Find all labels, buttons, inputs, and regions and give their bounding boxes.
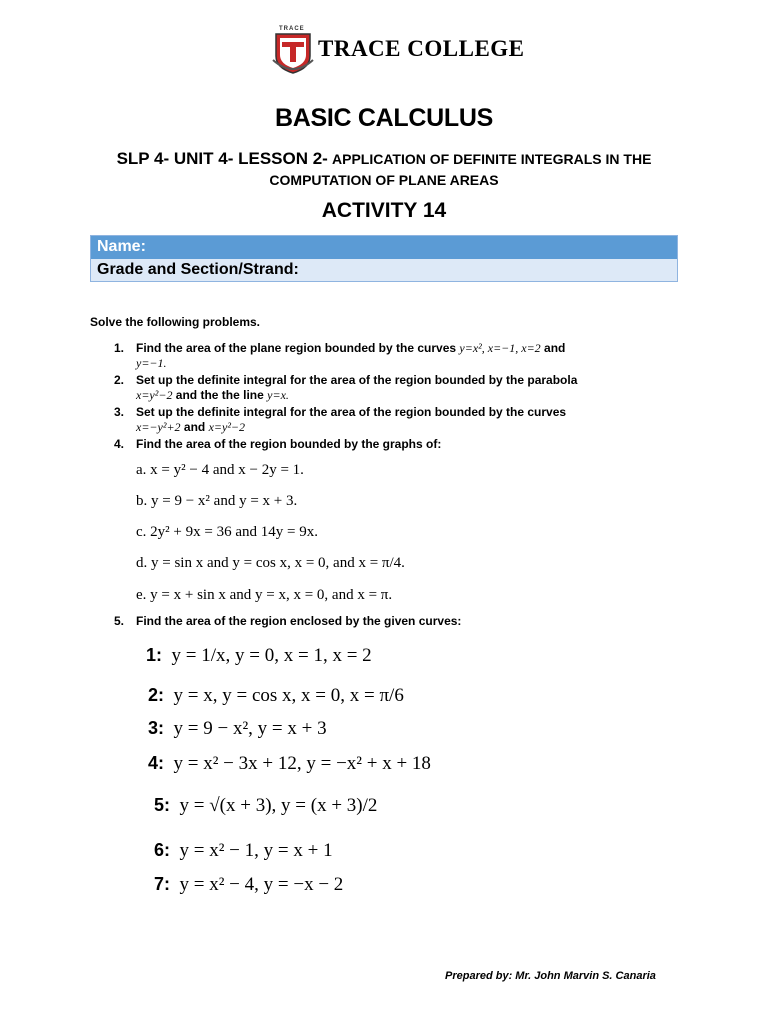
name-label: Name: [97, 238, 146, 255]
problem-4-item-e: e. y = x + sin x and y = x, x = 0, and x = π. [136, 587, 393, 603]
problem-3: Set up the definite integral for the area of the region bounded by the curves [136, 405, 567, 419]
problem-2-line2: x=y²−2 and the the line y=x. [136, 388, 289, 402]
problem-5-item-2: 2: y = x, y = cos x, x = 0, x = π/6 [148, 685, 404, 706]
problem-5-item-3: 3: y = 9 − x², y = x + 3 [148, 718, 327, 739]
trace-seal-icon [268, 26, 318, 76]
lesson-subtitle [80, 149, 688, 191]
problem-5-item-4: 4: y = x² − 3x + 12, y = −x² + x + 18 [148, 753, 431, 774]
problem-number: 1. [114, 341, 125, 355]
student-info-box [90, 235, 678, 282]
instructions: Solve the following problems. [90, 315, 261, 329]
grade-section-label: Grade and Section/Strand: [97, 261, 299, 278]
logo-text: TRACE [279, 26, 305, 32]
grade-section-field[interactable] [91, 259, 677, 281]
lesson-topic-line2: COMPUTATION OF PLANE AREAS [269, 172, 499, 188]
page-title: BASIC CALCULUS [274, 104, 494, 132]
name-field[interactable] [91, 236, 677, 259]
problem-4-item-c: c. 2y² + 9x = 36 and 14y = 9x. [136, 524, 318, 540]
problem-5-item-5: 5: y = √(x + 3), y = (x + 3)/2 [154, 795, 378, 816]
lesson-topic-line1: APPLICATION OF DEFINITE INTEGRALS IN THE [332, 151, 652, 167]
problem-1: Find the area of the plane region bounded by the curves y=x², x=−1, x=2 and [136, 341, 566, 355]
college-name: TRACE COLLEGE [318, 36, 525, 61]
problem-number: 4. [114, 437, 125, 451]
problem-3-line2: x=−y²+2 and x=y²−2 [136, 420, 246, 434]
problem-5-item-6: 6: y = x² − 1, y = x + 1 [154, 840, 333, 861]
problem-5-item-1: 1: y = 1/x, y = 0, x = 1, x = 2 [146, 645, 372, 666]
problem-number: 2. [114, 373, 125, 387]
problem-number: 5. [114, 614, 125, 628]
problem-number: 3. [114, 405, 125, 419]
problem-4: Find the area of the region bounded by the graphs of: [136, 437, 442, 451]
college-logo [268, 26, 318, 76]
activity-title: ACTIVITY 14 [321, 199, 447, 222]
lesson-code: SLP 4- UNIT 4- LESSON 2- [116, 149, 328, 168]
problem-4-item-b: b. y = 9 − x² and y = x + 3. [136, 493, 298, 509]
problem-5-item-7: 7: y = x² − 4, y = −x − 2 [154, 874, 344, 895]
problem-1-line2: y=−1. [136, 356, 167, 370]
problem-2: Set up the definite integral for the area of the region bounded by the parabola [136, 373, 578, 387]
problem-4-item-d: d. y = sin x and y = cos x, x = 0, and x = π/4. [136, 555, 405, 571]
prepared-by: Prepared by: Mr. John Marvin S. Canaria [445, 970, 656, 982]
problem-4-item-a: a. x = y² − 4 and x − 2y = 1. [136, 462, 304, 478]
problem-5: Find the area of the region enclosed by the given curves: [136, 614, 462, 628]
